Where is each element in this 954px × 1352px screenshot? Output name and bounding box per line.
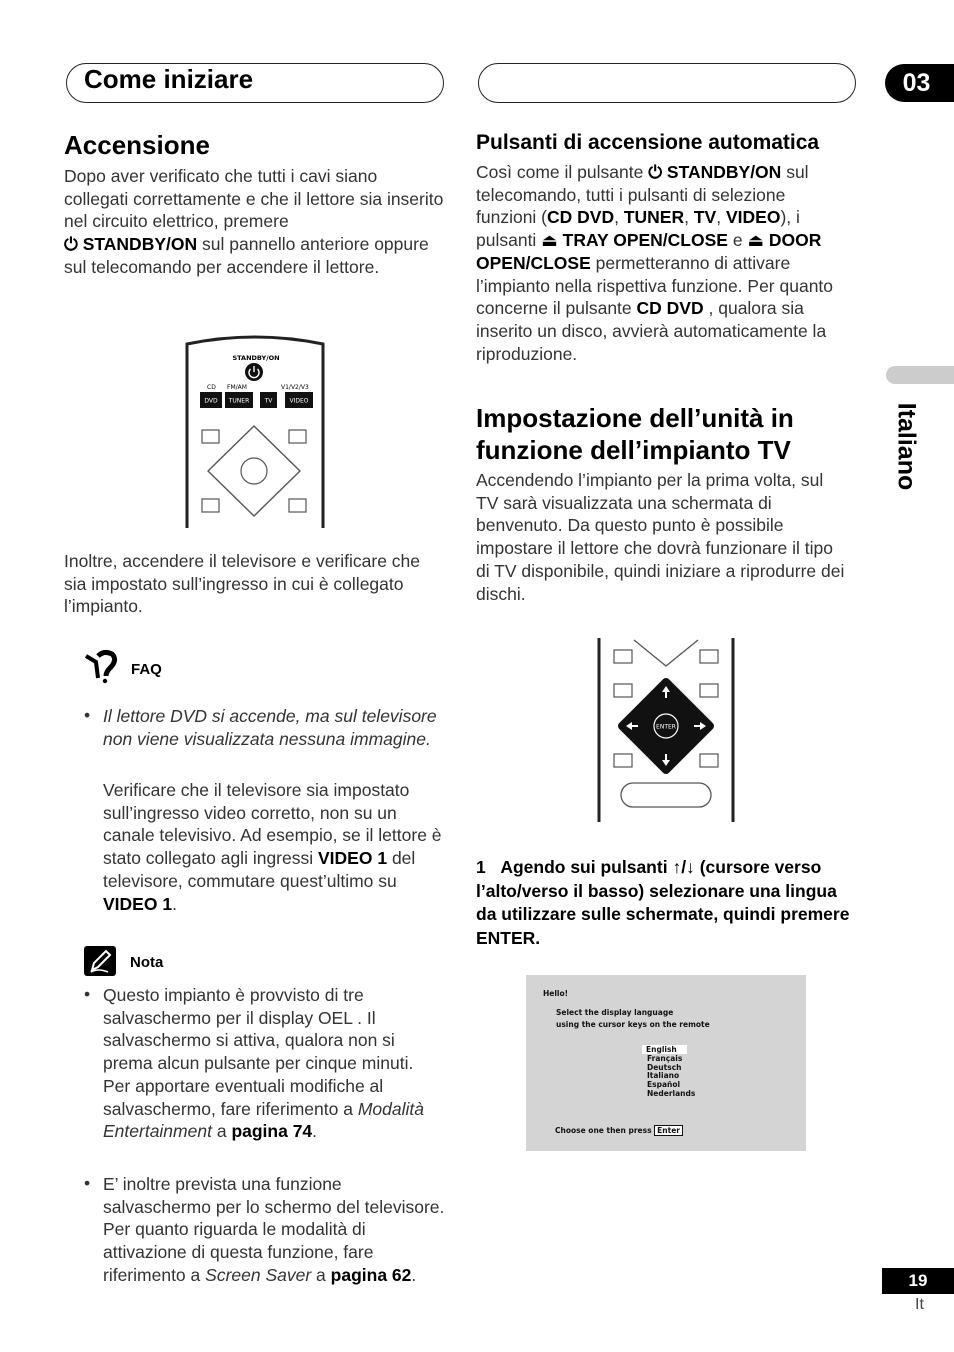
tv-language-screen: [526, 975, 806, 1151]
label-cd: CD: [207, 384, 216, 391]
language-label: Italiano: [892, 402, 921, 490]
language-option[interactable]: Français: [647, 1054, 683, 1063]
label-v1v2v3: V1/V2/V3: [281, 384, 309, 391]
bullet-dot: •: [84, 984, 91, 1004]
language-option[interactable]: Español: [647, 1080, 681, 1089]
faq-icon: [84, 648, 120, 684]
eject-icon: ⏏: [747, 230, 764, 251]
remote-illustration-top: [180, 332, 330, 528]
standby-label: STANDBY/ON: [232, 354, 280, 362]
power-icon: ⏻: [648, 162, 663, 182]
accensione-paragraph-2: Inoltre, accendere il televisore e verificare che sia impostato sull’ingresso in cui è collegato l’impianto.: [64, 551, 421, 617]
note-item-2: E’ inoltre prevista una funzione salvaschermo per lo schermo del televisore. Per quanto riguarda le modalità di attivazione di questa funzione, fare riferimento a Screen Saver a pagina 62.: [103, 1174, 445, 1285]
power-icon: ⏻: [64, 234, 78, 255]
screen-line-1: Select the display language: [556, 1008, 674, 1017]
faq-answer: Verificare che il televisore sia impostato sull’ingresso video corretto, non su un canale televisivo. Ad esempio, se il lettore è stato collegato agli ingressi VIDEO 1 del televisore, commutare quest’ultimo su VIDEO 1.: [103, 780, 442, 914]
remote-illustration-cursor: [594, 638, 738, 822]
eject-icon: ⏏: [541, 230, 558, 251]
language-option[interactable]: Deutsch: [647, 1063, 682, 1072]
screen-line-2: using the cursor keys on the remote: [556, 1020, 710, 1029]
step-1-instruction: 1 Agendo sui pulsanti ↑/↓ (cursore verso l’alto/verso il basso) selezionare una lingua da utilizzare sulle schermate, quindi premere ENTER.: [476, 857, 850, 948]
btn-tv: TV: [264, 397, 273, 405]
enter-key: Enter: [654, 1125, 683, 1136]
section-title-accensione: Accensione: [64, 130, 210, 160]
cursor-up-down-icon: ↑/↓: [672, 857, 695, 877]
enter-button-label: ENTER: [656, 723, 676, 731]
chapter-title: Come iniziare: [84, 64, 254, 94]
section-title-pulsanti: Pulsanti di accensione automatica: [476, 131, 820, 154]
screen-hello: Hello!: [543, 989, 569, 998]
language-option[interactable]: Nederlands: [647, 1089, 696, 1098]
page-number: 19: [882, 1268, 954, 1294]
label-fmam: FM/AM: [227, 384, 247, 391]
screen-footer: Choose one then press Enter: [555, 1126, 683, 1135]
btn-dvd: DVD: [204, 397, 218, 405]
page-language-code: It: [915, 1296, 924, 1313]
bullet-dot: •: [84, 1173, 91, 1193]
btn-tuner: TUNER: [228, 397, 250, 405]
pulsanti-paragraph: Così come il pulsante ⏻ STANDBY/ON sul telecomando, tutti i pulsanti di selezione funzioni (CD DVD, TUNER, TV, VIDEO), i pulsanti ⏏ TRAY OPEN/CLOSE e ⏏ DOOR OPEN/CLOSE permetteranno di attivare l’impianto nella rispettiva funzione. Per quanto concerne il pulsante CD DVD , qualora sia inserito un disco, avvierà automaticamente la riproduzione.: [476, 162, 834, 364]
language-tab-marker: [886, 366, 954, 384]
impostazione-paragraph: Accendendo l’impianto per la prima volta, sul TV sarà visualizzata una schermata di benvenuto. Da questo punto è possibile impostare il lettore che dovrà funzionare il tipo di TV disponibile, quindi iniziare a riprodurre dei dischi.: [476, 470, 845, 604]
btn-video: VIDEO: [289, 397, 309, 405]
faq-question: Il lettore DVD si accende, ma sul televisore non viene visualizzata nessuna immagine.: [103, 706, 437, 749]
section-title-impostazione: Impostazione dell’unità in funzione dell’impianto TV: [476, 403, 794, 465]
note-item-1: Questo impianto è provvisto di tre salvaschermo per il display OEL . Il salvaschermo si attiva, qualora non si prema alcun pulsante per cinque minuti. Per apportare eventuali modifiche al salvaschermo, fare riferimento a Modalità Entertainment a pagina 74.: [103, 985, 424, 1142]
note-heading: Nota: [130, 954, 164, 971]
chapter-number: 03: [885, 64, 954, 102]
note-icon: [84, 946, 116, 976]
accensione-paragraph-1: Dopo aver verificato che tutti i cavi siano collegati correttamente e che il lettore sia inserito nel circuito elettrico, premere ⏻ STANDBY/ON sul pannello anteriore oppure sul telecomando per accendere il lettore.: [64, 166, 444, 277]
language-option[interactable]: Italiano: [647, 1071, 680, 1080]
language-option-selected[interactable]: English: [642, 1045, 687, 1054]
faq-heading: FAQ: [131, 661, 162, 678]
bullet-dot: •: [84, 705, 91, 725]
chapter-blank-frame: [478, 63, 856, 103]
